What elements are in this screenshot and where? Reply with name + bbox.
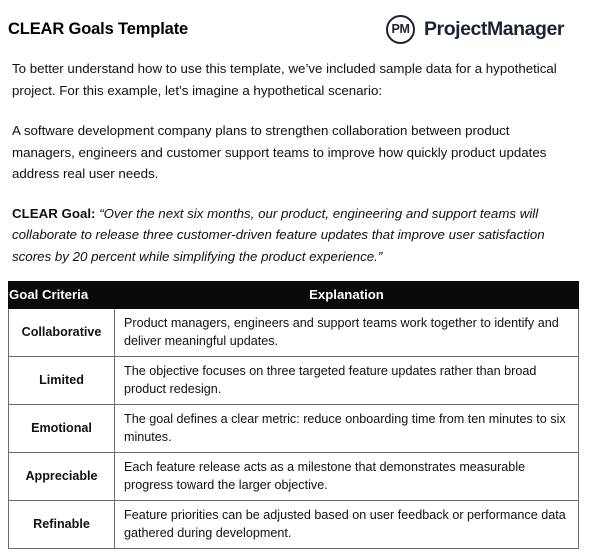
clear-goal-label: CLEAR Goal: — [12, 205, 96, 221]
table-row — [9, 453, 579, 501]
criteria-explanation: Each feature release acts as a milestone that demonstrates measurable progress toward the larger objective. — [115, 453, 579, 501]
column-header-explanation: Explanation — [115, 282, 579, 309]
table-row — [9, 357, 579, 405]
page-title: CLEAR Goals Template — [8, 19, 189, 38]
criteria-name: Refinable — [9, 501, 115, 549]
criteria-explanation: Product managers, engineers and support teams work together to identify and deliver meaningful updates. — [115, 309, 579, 357]
table-body — [9, 309, 579, 549]
criteria-explanation: The objective focuses on three targeted feature updates rather than broad product redesign. — [115, 357, 579, 405]
brand-name: ProjectManager — [424, 17, 564, 40]
table-row — [9, 501, 579, 549]
column-header-goal-criteria: Goal Criteria — [9, 282, 115, 309]
scenario-paragraph: A software development company plans to strengthen collaboration between product managers, engineers and customer support teams to improve how quickly product updates address real user needs. — [12, 123, 547, 182]
table-header — [9, 282, 579, 309]
criteria-name: Collaborative — [9, 309, 115, 357]
brand-logo — [386, 15, 564, 44]
intro-paragraph: To better understand how to use this template, we’ve included sample data for a hypothetical project. For this example, let’s imagine a hypothetical scenario: — [12, 61, 557, 98]
criteria-name: Limited — [9, 357, 115, 405]
document-header — [8, 0, 590, 58]
table-row — [9, 309, 579, 357]
table-row — [9, 405, 579, 453]
criteria-explanation: The goal defines a clear metric: reduce onboarding time from ten minutes to six minutes. — [115, 405, 579, 453]
clear-goal-quote: “Over the next six months, our product, engineering and support teams will collaborate to release three customer-driven feature updates that improve user satisfaction scores by 20 percent while simplifying the product experience.” — [12, 205, 545, 264]
brand-monogram: PM — [391, 21, 410, 36]
body-copy — [8, 58, 590, 267]
clear-goal-statement — [12, 203, 568, 268]
table-header-row — [9, 282, 579, 309]
criteria-name: Appreciable — [9, 453, 115, 501]
goal-criteria-table — [8, 281, 579, 549]
criteria-explanation: Feature priorities can be adjusted based on user feedback or performance data gathered during development. — [115, 501, 579, 549]
pm-circle-icon — [386, 15, 415, 44]
criteria-name: Emotional — [9, 405, 115, 453]
